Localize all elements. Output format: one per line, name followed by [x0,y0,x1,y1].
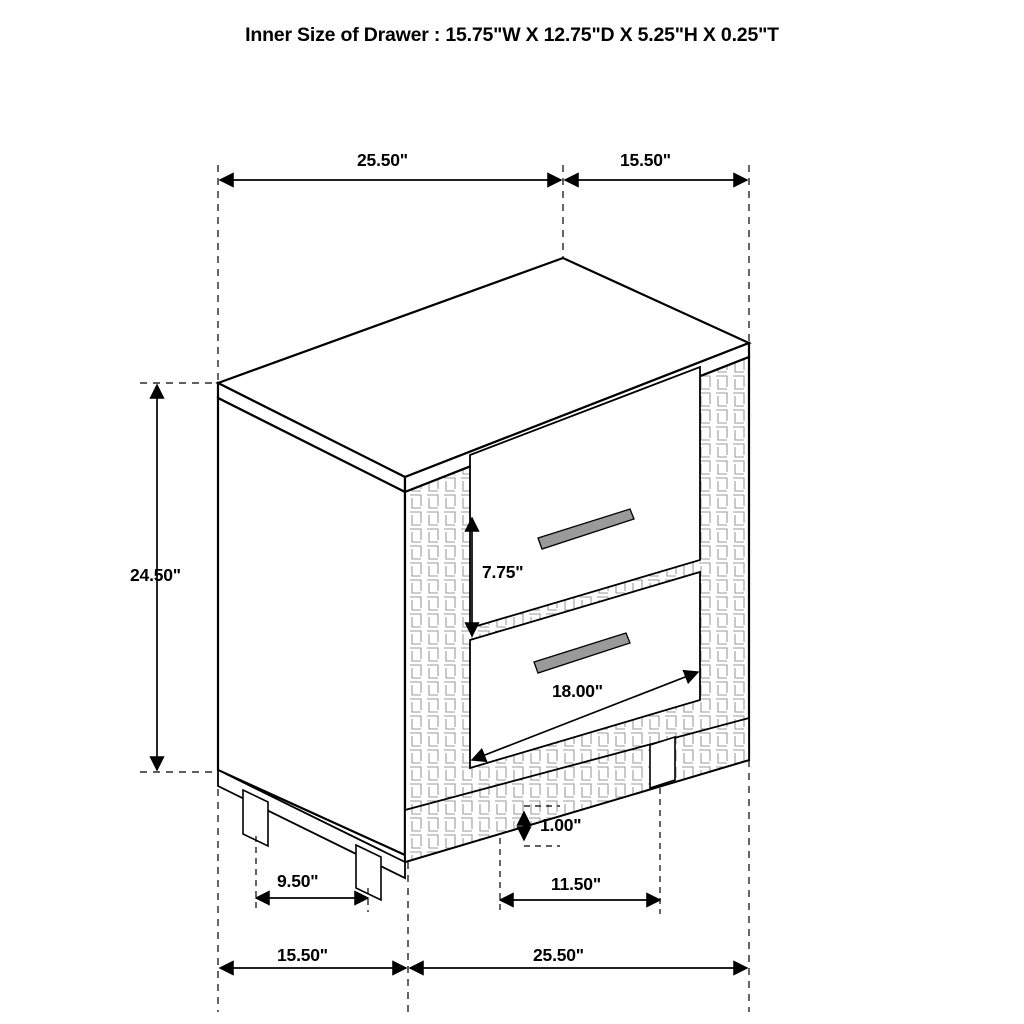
dimension-label-base-width: 25.50" [533,945,584,965]
dimension-label-leg-span-side: 9.50" [277,871,319,891]
dimension-label-overall-height: 24.50" [130,565,181,585]
dimension-label-leg-span-front: 11.50" [551,874,601,894]
dimension-label-drawer-width: 18.00" [552,681,603,701]
dimension-label-top-left-width: 25.50" [357,150,408,170]
dimension-label-top-right-depth: 15.50" [620,150,671,170]
page-title: Inner Size of Drawer : 15.75"W X 12.75"D X 5.25"H X 0.25"T [245,24,779,46]
dimension-label-drawer-height: 7.75" [482,562,524,582]
leg-right [650,737,675,788]
dimension-label-leg-height: 1.00" [540,815,582,835]
dimension-label-base-depth: 15.50" [277,945,328,965]
